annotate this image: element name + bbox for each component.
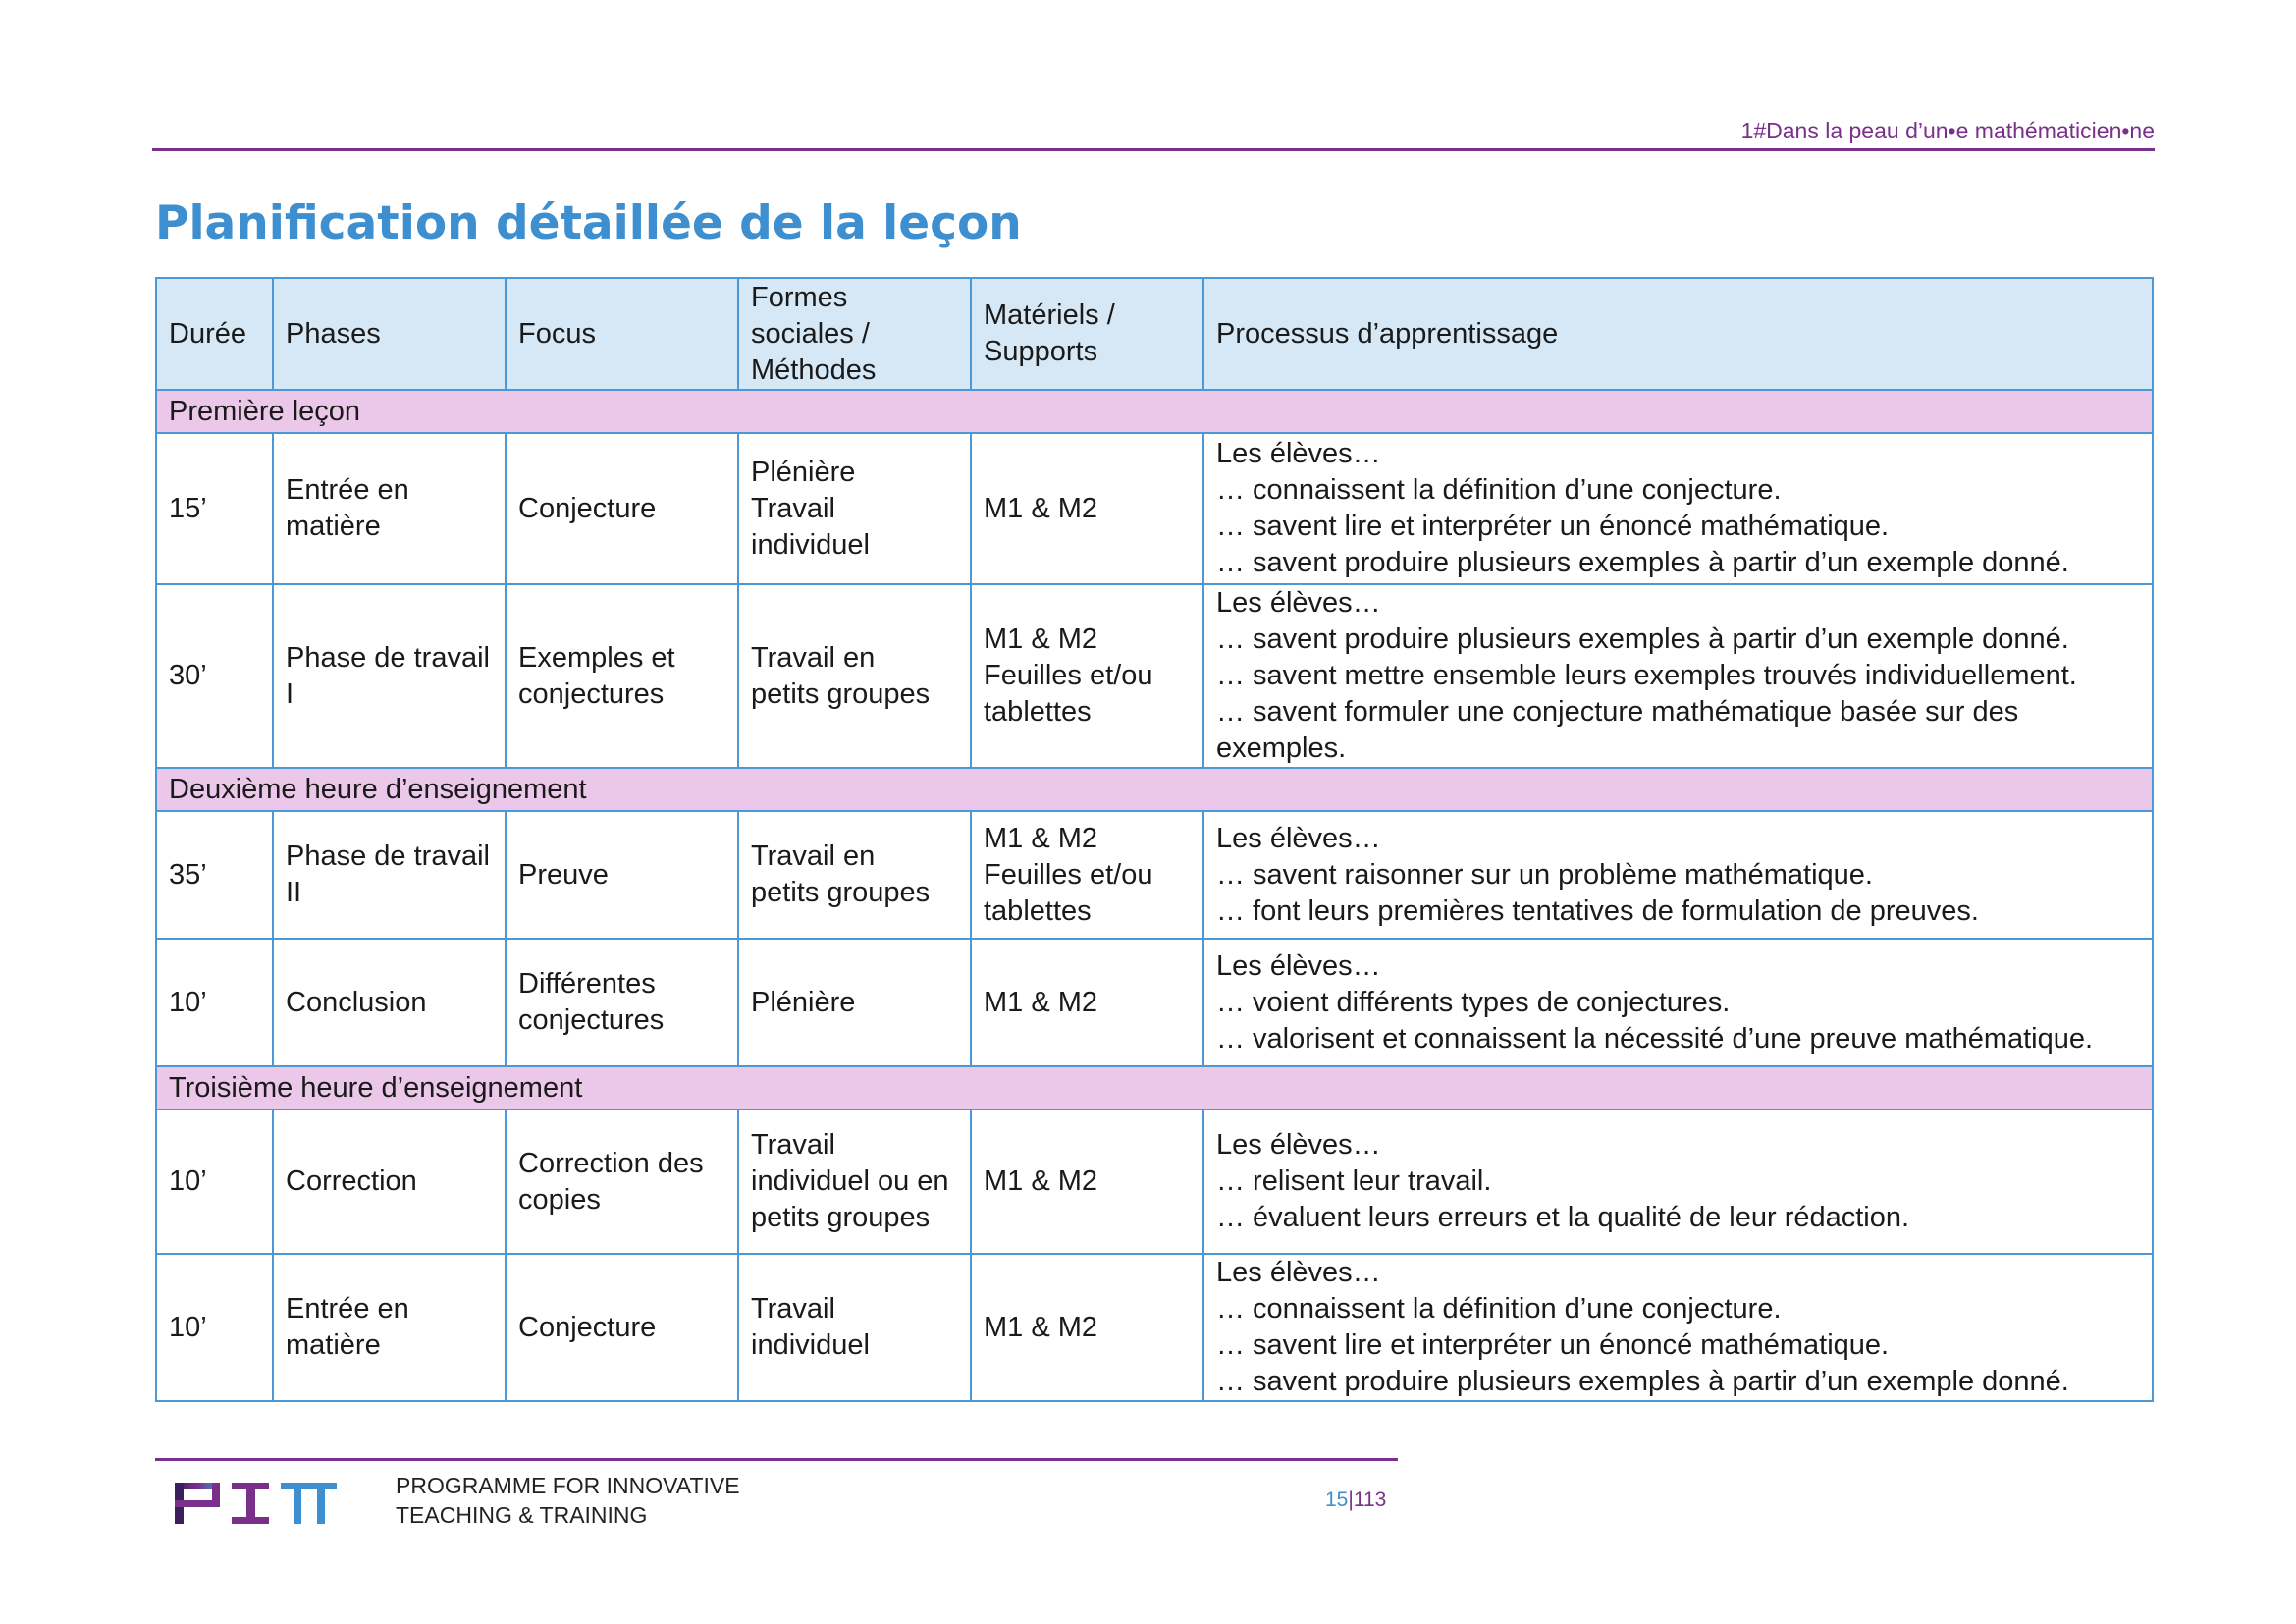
cell-line: conjectures [518,677,665,710]
cell-processus [1203,584,2153,768]
cell-formes [738,811,971,939]
table-row [156,939,2153,1066]
cell-processus [1203,1110,2153,1254]
cell-line: Focus [518,317,596,350]
footer-program-name [396,1471,740,1530]
cell-duree: 10’ [156,939,273,1066]
cell-focus [506,939,738,1066]
cell-line: Travail en [751,840,876,872]
cell-line: Les élèves… [1216,822,1381,854]
cell-line: … savent produire plusieurs exemples à partir d’un exemple donné. [1216,547,2069,578]
cell-line: … valorisent et connaissent la nécessité d’une preuve mathématique. [1216,1022,2094,1055]
column-header-phases [273,278,506,390]
page-total: 113 [1353,1489,1387,1511]
cell-phases [273,584,506,768]
cell-line: Formes [751,281,848,313]
lesson-plan-table [155,277,2154,1402]
cell-line: Matériels / [984,299,1115,331]
table-row [156,1254,2153,1401]
footer-program-line1: PROGRAMME FOR INNOVATIVE [396,1473,740,1498]
cell-processus [1203,939,2153,1066]
cell-duree: 35’ [156,811,273,939]
cell-line: petits groupes [751,877,931,908]
cell-line: … savent formuler une conjecture mathématique basée sur des [1216,696,2019,728]
cell-duree: 15’ [156,433,273,584]
cell-line: conjectures [518,1004,665,1036]
cell-line: Exemples et [518,641,675,674]
table-row [156,433,2153,584]
cell-line: Correction [286,1165,417,1197]
cell-line: Processus d’apprentissage [1216,317,1559,350]
cell-line: … savent produire plusieurs exemples à partir d’un exemple donné. [1216,1366,2069,1397]
cell-materiels [971,811,1203,939]
cell-line: petits groupes [751,1202,931,1233]
cell-line: M1 & M2 [984,986,1098,1018]
cell-processus [1203,433,2153,584]
section-label: Première leçon [156,390,2153,433]
cell-line: M1 & M2 [984,623,1098,655]
cell-line: petits groupes [751,677,931,710]
cell-duree: 10’ [156,1110,273,1254]
cell-line: tablettes [984,696,1092,728]
column-header-focus [506,278,738,390]
cell-line: … savent raisonner sur un problème mathématique. [1216,858,1873,891]
cell-line: Supports [984,336,1098,367]
cell-line: individuel [751,528,870,561]
cell-line: … savent lire et interpréter un énoncé mathématique. [1216,511,1890,542]
table-row [156,1110,2153,1254]
cell-line: copies [518,1183,601,1216]
cell-line: Les élèves… [1216,587,1381,619]
footer-program-line2: TEACHING & TRAINING [396,1502,648,1528]
cell-line: II [286,877,302,908]
cell-line: matière [286,511,381,542]
cell-line: … font leurs premières tentatives de formulation de preuves. [1216,894,1979,927]
column-header-materiels [971,278,1203,390]
cell-line: … connaissent la définition d’une conjecture. [1216,1293,1782,1325]
cell-materiels [971,1110,1203,1254]
cell-phases [273,433,506,584]
cell-focus [506,584,738,768]
column-header-formes [738,278,971,390]
section-row-troisieme-heure [156,1066,2153,1110]
cell-line: Plénière [751,986,856,1018]
table-row [156,584,2153,768]
cell-line: … savent lire et interpréter un énoncé mathématique. [1216,1329,1890,1361]
cell-line: Conjecture [518,1311,657,1343]
cell-line: I [286,677,294,710]
cell-line: M1 & M2 [984,1165,1098,1197]
cell-focus [506,1110,738,1254]
cell-line: Les élèves… [1216,1257,1381,1288]
cell-processus [1203,811,2153,939]
cell-line: … relisent leur travail. [1216,1165,1492,1197]
cell-materiels [971,433,1203,584]
cell-line: Conjecture [518,492,657,524]
cell-line: sociales / [751,317,870,350]
pit-logo [175,1483,337,1524]
cell-line: Travail en [751,641,876,674]
footer-rule [155,1458,1398,1461]
cell-line: individuel [751,1329,870,1361]
section-label: Deuxième heure d’enseignement [156,768,2153,811]
cell-phases [273,1254,506,1401]
cell-phases [273,939,506,1066]
cell-line: Méthodes [751,353,877,386]
cell-line: … savent produire plusieurs exemples à partir d’un exemple donné. [1216,623,2069,655]
cell-duree: 10’ [156,1254,273,1401]
section-row-deuxieme-heure [156,768,2153,811]
page-current: 15 [1325,1489,1349,1511]
cell-line: Preuve [518,858,609,891]
cell-line: Plénière [751,456,856,488]
cell-line: M1 & M2 [984,492,1098,524]
cell-line: tablettes [984,894,1092,927]
cell-line: Entrée en [286,1293,409,1325]
cell-line: M1 & M2 [984,1311,1098,1343]
cell-phases [273,811,506,939]
table-row [156,811,2153,939]
cell-line: M1 & M2 [984,822,1098,854]
cell-formes [738,1254,971,1401]
cell-line: exemples. [1216,732,1347,764]
cell-line: Phase de travail [286,641,490,674]
running-header: 1#Dans la peau d’un•e mathématicien•ne [1740,118,2155,143]
cell-line: Conclusion [286,986,427,1018]
cell-line: Les élèves… [1216,949,1381,982]
cell-line: matière [286,1329,381,1361]
cell-line: … voient différents types de conjectures. [1216,986,1731,1018]
cell-line: Phases [286,317,381,350]
cell-formes [738,939,971,1066]
column-header-processus [1203,278,2153,390]
cell-line: Feuilles et/ou [984,660,1153,691]
cell-line: … évaluent leurs erreurs et la qualité de leur rédaction. [1216,1202,1910,1233]
cell-line: Phase de travail [286,840,490,872]
table-header-row [156,278,2153,390]
cell-line: Différentes [518,968,656,1000]
cell-focus [506,433,738,584]
cell-phases [273,1110,506,1254]
cell-duree: 30’ [156,584,273,768]
section-row-premiere-lecon [156,390,2153,433]
cell-materiels [971,584,1203,768]
cell-formes [738,584,971,768]
cell-focus [506,811,738,939]
cell-line: Travail [751,1129,835,1161]
cell-processus [1203,1254,2153,1401]
section-label: Troisième heure d’enseignement [156,1066,2153,1110]
cell-line: Travail [751,492,835,524]
column-header-duree [156,278,273,390]
cell-formes [738,1110,971,1254]
cell-line: Les élèves… [1216,438,1381,469]
page-separator: | [1348,1489,1354,1511]
header-rule [152,148,2155,151]
cell-line: Feuilles et/ou [984,858,1153,891]
cell-materiels [971,939,1203,1066]
cell-line: individuel ou en [751,1165,949,1197]
cell-formes [738,433,971,584]
cell-line: Correction des [518,1147,704,1179]
cell-line: … connaissent la définition d’une conjecture. [1216,474,1782,506]
page-title: Planification détaillée de la leçon [155,196,1022,250]
cell-line: Durée [169,317,246,350]
cell-line: … savent mettre ensemble leurs exemples trouvés individuellement. [1216,660,2077,691]
page-number [1325,1489,1386,1512]
cell-materiels [971,1254,1203,1401]
cell-line: Entrée en [286,474,409,506]
cell-line: Travail [751,1293,835,1325]
cell-line: Les élèves… [1216,1129,1381,1161]
cell-focus [506,1254,738,1401]
